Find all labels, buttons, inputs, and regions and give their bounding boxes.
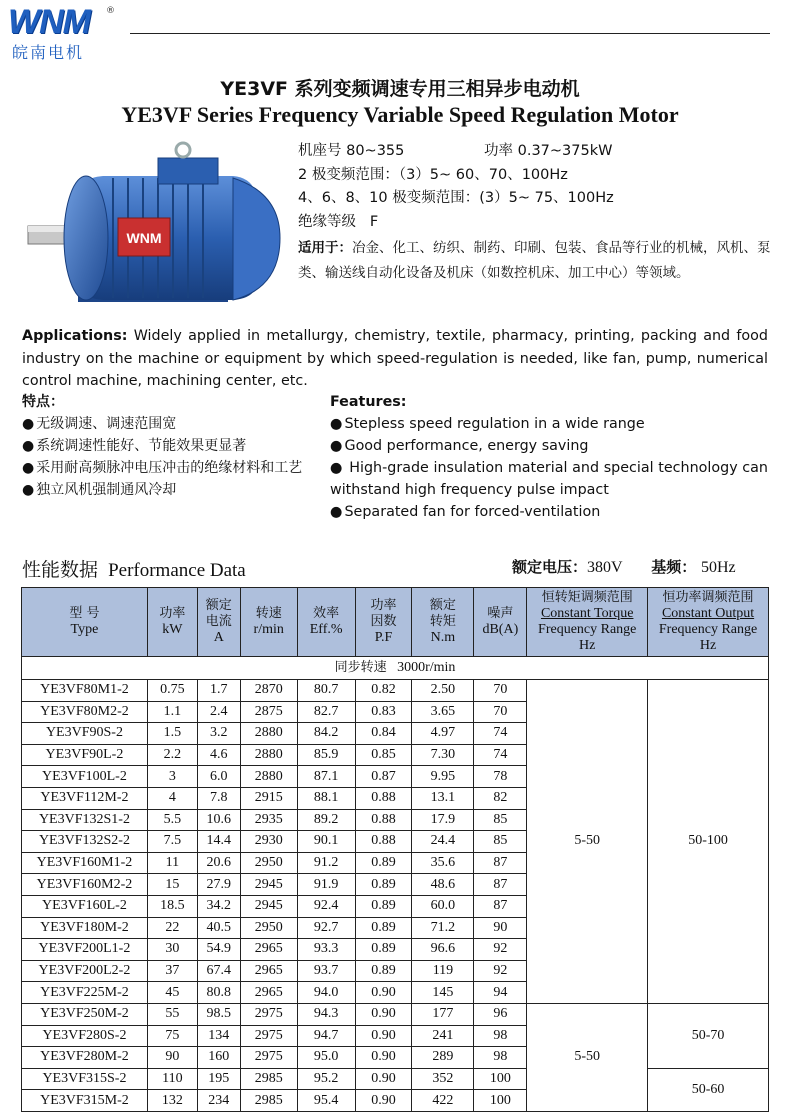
cell-power-factor: 0.88 bbox=[355, 809, 412, 831]
table-row bbox=[22, 680, 769, 702]
cell-noise: 92 bbox=[474, 960, 527, 982]
cell-type: YE3VF112M-2 bbox=[22, 787, 148, 809]
rated-values bbox=[512, 556, 736, 577]
cell-speed: 2880 bbox=[240, 723, 297, 745]
cell-torque: 352 bbox=[412, 1068, 474, 1090]
range-multipole: 4、6、8、10 极变频范围：(3）5~ 75、100Hz bbox=[298, 190, 614, 206]
cell-type: YE3VF315S-2 bbox=[22, 1068, 148, 1090]
cell-current: 2.4 bbox=[197, 701, 240, 723]
cell-efficiency: 94.7 bbox=[297, 1025, 355, 1047]
cell-efficiency: 91.2 bbox=[297, 852, 355, 874]
cell-efficiency: 94.3 bbox=[297, 1003, 355, 1025]
cell-current: 160 bbox=[197, 1047, 240, 1069]
cell-type: YE3VF100L-2 bbox=[22, 766, 148, 788]
col-constant-torque: 恒转矩调频范围 Constant Torque Frequency Range Hz bbox=[527, 588, 648, 657]
cell-current: 3.2 bbox=[197, 723, 240, 745]
cell-current: 14.4 bbox=[197, 831, 240, 853]
cell-current: 98.5 bbox=[197, 1003, 240, 1025]
cell-torque: 13.1 bbox=[412, 787, 474, 809]
cell-power: 55 bbox=[147, 1003, 197, 1025]
cell-power: 75 bbox=[147, 1025, 197, 1047]
feature-en-item: ● Separated fan for forced-ventilation bbox=[330, 501, 768, 523]
cell-noise: 92 bbox=[474, 939, 527, 961]
insulation-value: F bbox=[369, 213, 379, 230]
motor-nameplate-text: WNM bbox=[126, 230, 162, 246]
cell-noise: 90 bbox=[474, 917, 527, 939]
cell-power: 15 bbox=[147, 874, 197, 896]
page-title-en: YE3VF Series Frequency Variable Speed Regulation Motor bbox=[121, 102, 679, 127]
cell-torque: 145 bbox=[412, 982, 474, 1004]
cell-torque: 289 bbox=[412, 1047, 474, 1069]
col-current: 额定 电流 A bbox=[197, 588, 240, 657]
cell-power: 110 bbox=[147, 1068, 197, 1090]
cell-power-factor: 0.89 bbox=[355, 939, 412, 961]
cell-type: YE3VF132S2-2 bbox=[22, 831, 148, 853]
cell-efficiency: 95.2 bbox=[297, 1068, 355, 1090]
cell-type: YE3VF90S-2 bbox=[22, 723, 148, 745]
cell-power-factor: 0.88 bbox=[355, 831, 412, 853]
spec-block bbox=[298, 140, 773, 286]
cell-power: 7.5 bbox=[147, 831, 197, 853]
cell-power: 1.1 bbox=[147, 701, 197, 723]
performance-title-en: Performance Data bbox=[108, 560, 246, 581]
cell-speed: 2930 bbox=[240, 831, 297, 853]
feature-cn-item: ● 无级调速、调速范围宽 bbox=[22, 413, 322, 435]
cell-current: 20.6 bbox=[197, 852, 240, 874]
table-row bbox=[22, 1003, 769, 1025]
cell-efficiency: 91.9 bbox=[297, 874, 355, 896]
cell-speed: 2880 bbox=[240, 766, 297, 788]
cell-type: YE3VF200L1-2 bbox=[22, 939, 148, 961]
cell-noise: 100 bbox=[474, 1090, 527, 1112]
cell-speed: 2985 bbox=[240, 1068, 297, 1090]
cell-noise: 87 bbox=[474, 874, 527, 896]
cell-current: 80.8 bbox=[197, 982, 240, 1004]
cell-speed: 2945 bbox=[240, 874, 297, 896]
col-type: 型 号 Type bbox=[22, 588, 148, 657]
feature-cn-item: ● 采用耐高频脉冲电压冲击的绝缘材料和工艺 bbox=[22, 457, 322, 479]
cell-speed: 2965 bbox=[240, 960, 297, 982]
power-value: 0.37~375kW bbox=[517, 143, 613, 159]
cell-type: YE3VF160M1-2 bbox=[22, 852, 148, 874]
header-rule bbox=[130, 33, 770, 34]
cell-efficiency: 92.4 bbox=[297, 895, 355, 917]
cell-noise: 70 bbox=[474, 680, 527, 702]
cell-power-factor: 0.89 bbox=[355, 852, 412, 874]
cell-current: 27.9 bbox=[197, 874, 240, 896]
cell-noise: 74 bbox=[474, 744, 527, 766]
cell-current: 134 bbox=[197, 1025, 240, 1047]
cell-speed: 2950 bbox=[240, 852, 297, 874]
cell-power: 5.5 bbox=[147, 809, 197, 831]
cell-efficiency: 94.0 bbox=[297, 982, 355, 1004]
cell-power: 18.5 bbox=[147, 895, 197, 917]
cell-efficiency: 90.1 bbox=[297, 831, 355, 853]
cell-speed: 2945 bbox=[240, 895, 297, 917]
cell-speed: 2975 bbox=[240, 1003, 297, 1025]
feature-en-item: ● Stepless speed regulation in a wide range bbox=[330, 413, 768, 435]
cell-current: 1.7 bbox=[197, 680, 240, 702]
power-label: 功率 bbox=[484, 143, 513, 159]
cell-current: 4.6 bbox=[197, 744, 240, 766]
cell-type: YE3VF200L2-2 bbox=[22, 960, 148, 982]
cell-torque: 71.2 bbox=[412, 917, 474, 939]
cell-torque: 422 bbox=[412, 1090, 474, 1112]
brand-logo bbox=[8, 4, 118, 64]
cell-noise: 85 bbox=[474, 809, 527, 831]
cell-power: 132 bbox=[147, 1090, 197, 1112]
cell-noise: 74 bbox=[474, 723, 527, 745]
page-title-cn: YE3VF 系列变频调速专用三相异步电动机 bbox=[220, 78, 580, 100]
cell-torque: 48.6 bbox=[412, 874, 474, 896]
cell-speed: 2965 bbox=[240, 982, 297, 1004]
col-power-factor: 功率 因数 P.F bbox=[355, 588, 412, 657]
cell-efficiency: 88.1 bbox=[297, 787, 355, 809]
apply-text: 冶金、化工、纺织、制药、印刷、包装、食品等行业的机械，风机、泵类、输送线自动化设备及机床（如数控机床、加工中心）等领域。 bbox=[298, 240, 771, 281]
cell-noise: 100 bbox=[474, 1068, 527, 1090]
constant-torque-range: 5-50 bbox=[527, 680, 648, 1004]
cell-torque: 3.65 bbox=[412, 701, 474, 723]
constant-output-range: 50-70 bbox=[648, 1003, 769, 1068]
cell-torque: 9.95 bbox=[412, 766, 474, 788]
col-power: 功率 kW bbox=[147, 588, 197, 657]
cell-power: 2.2 bbox=[147, 744, 197, 766]
cell-type: YE3VF90L-2 bbox=[22, 744, 148, 766]
cell-torque: 96.6 bbox=[412, 939, 474, 961]
cell-power: 11 bbox=[147, 852, 197, 874]
cell-power-factor: 0.89 bbox=[355, 895, 412, 917]
cell-efficiency: 82.7 bbox=[297, 701, 355, 723]
frame-label: 机座号 bbox=[298, 143, 342, 159]
cell-power-factor: 0.90 bbox=[355, 1003, 412, 1025]
cell-type: YE3VF160L-2 bbox=[22, 895, 148, 917]
cell-current: 6.0 bbox=[197, 766, 240, 788]
cell-power-factor: 0.89 bbox=[355, 917, 412, 939]
feature-cn-item: ● 系统调速性能好、节能效果更显著 bbox=[22, 435, 322, 457]
brand-name-cn: 皖南电机 bbox=[12, 43, 85, 62]
cell-power-factor: 0.88 bbox=[355, 787, 412, 809]
cell-torque: 35.6 bbox=[412, 852, 474, 874]
applications-text: Widely applied in metallurgy, chemistry, textile, pharmacy, printing, packing and food industry on the machine or equipment by which speed-regulation is needed, like fan, pump, numerical control machine, machining center, etc. bbox=[22, 328, 769, 389]
cell-torque: 7.30 bbox=[412, 744, 474, 766]
cell-noise: 85 bbox=[474, 831, 527, 853]
cell-power-factor: 0.82 bbox=[355, 680, 412, 702]
cell-power-factor: 0.89 bbox=[355, 874, 412, 896]
insulation-label: 绝缘等级 bbox=[298, 213, 356, 230]
cell-torque: 119 bbox=[412, 960, 474, 982]
cell-efficiency: 92.7 bbox=[297, 917, 355, 939]
cell-power-factor: 0.90 bbox=[355, 982, 412, 1004]
cell-power: 1.5 bbox=[147, 723, 197, 745]
cell-torque: 241 bbox=[412, 1025, 474, 1047]
cell-torque: 17.9 bbox=[412, 809, 474, 831]
cell-speed: 2915 bbox=[240, 787, 297, 809]
cell-efficiency: 95.0 bbox=[297, 1047, 355, 1069]
spec-frame-power bbox=[298, 140, 773, 164]
sync-speed-row bbox=[22, 657, 769, 680]
frame-value: 80~355 bbox=[346, 143, 405, 159]
cell-noise: 96 bbox=[474, 1003, 527, 1025]
apply-label: 适用于： bbox=[298, 240, 352, 256]
cell-type: YE3VF315M-2 bbox=[22, 1090, 148, 1112]
cell-power-factor: 0.87 bbox=[355, 766, 412, 788]
constant-output-range: 50-60 bbox=[648, 1068, 769, 1111]
cell-efficiency: 89.2 bbox=[297, 809, 355, 831]
cell-current: 195 bbox=[197, 1068, 240, 1090]
features-en-heading: Features: bbox=[330, 394, 407, 410]
cell-speed: 2875 bbox=[240, 701, 297, 723]
cell-speed: 2935 bbox=[240, 809, 297, 831]
cell-noise: 87 bbox=[474, 852, 527, 874]
cell-power: 4 bbox=[147, 787, 197, 809]
cell-noise: 87 bbox=[474, 895, 527, 917]
cell-torque: 60.0 bbox=[412, 895, 474, 917]
cell-noise: 98 bbox=[474, 1047, 527, 1069]
cell-current: 40.5 bbox=[197, 917, 240, 939]
cell-current: 67.4 bbox=[197, 960, 240, 982]
voltage-label: 额定电压： bbox=[512, 558, 588, 576]
insulation-class bbox=[298, 211, 773, 235]
cell-power: 90 bbox=[147, 1047, 197, 1069]
cell-efficiency: 85.9 bbox=[297, 744, 355, 766]
col-noise: 噪声 dB(A) bbox=[474, 588, 527, 657]
cell-speed: 2965 bbox=[240, 939, 297, 961]
motor-image bbox=[18, 138, 288, 323]
cell-current: 54.9 bbox=[197, 939, 240, 961]
cell-noise: 94 bbox=[474, 982, 527, 1004]
freq-value: 50Hz bbox=[700, 559, 736, 576]
features-cn-heading: 特点： bbox=[22, 394, 64, 410]
cell-type: YE3VF280M-2 bbox=[22, 1047, 148, 1069]
table-row bbox=[22, 1068, 769, 1090]
applications-label: Applications: bbox=[22, 328, 128, 344]
cell-power-factor: 0.84 bbox=[355, 723, 412, 745]
cell-power-factor: 0.83 bbox=[355, 701, 412, 723]
cell-noise: 98 bbox=[474, 1025, 527, 1047]
cell-speed: 2975 bbox=[240, 1025, 297, 1047]
cell-noise: 82 bbox=[474, 787, 527, 809]
cell-efficiency: 87.1 bbox=[297, 766, 355, 788]
features-en bbox=[330, 391, 768, 523]
cell-power-factor: 0.90 bbox=[355, 1090, 412, 1112]
cell-power-factor: 0.89 bbox=[355, 960, 412, 982]
cell-power-factor: 0.90 bbox=[355, 1025, 412, 1047]
cell-efficiency: 80.7 bbox=[297, 680, 355, 702]
col-torque: 额定 转矩 N.m bbox=[412, 588, 474, 657]
cell-type: YE3VF250M-2 bbox=[22, 1003, 148, 1025]
cell-torque: 177 bbox=[412, 1003, 474, 1025]
cell-current: 234 bbox=[197, 1090, 240, 1112]
cell-current: 34.2 bbox=[197, 895, 240, 917]
cell-torque: 24.4 bbox=[412, 831, 474, 853]
cell-power: 30 bbox=[147, 939, 197, 961]
features-cn bbox=[22, 391, 322, 501]
range-2pole: 2 极变频范围：（3）5~ 60、70、100Hz bbox=[298, 166, 568, 183]
cell-power-factor: 0.90 bbox=[355, 1068, 412, 1090]
cell-power: 0.75 bbox=[147, 680, 197, 702]
constant-output-range: 50-100 bbox=[648, 680, 769, 1004]
cell-speed: 2950 bbox=[240, 917, 297, 939]
cell-efficiency: 84.2 bbox=[297, 723, 355, 745]
performance-title bbox=[22, 555, 246, 582]
cell-type: YE3VF180M-2 bbox=[22, 917, 148, 939]
table-header-row bbox=[22, 588, 769, 657]
apply-text-block bbox=[298, 236, 773, 286]
cell-current: 7.8 bbox=[197, 787, 240, 809]
feature-en-item: ● High-grade insulation material and special technology can withstand high frequency pulse impact bbox=[330, 457, 768, 501]
cell-type: YE3VF80M2-2 bbox=[22, 701, 148, 723]
performance-table bbox=[21, 587, 769, 1112]
col-constant-output: 恒功率调频范围 Constant Output Frequency Range Hz bbox=[648, 588, 769, 657]
cell-speed: 2880 bbox=[240, 744, 297, 766]
cell-power: 3 bbox=[147, 766, 197, 788]
cell-type: YE3VF225M-2 bbox=[22, 982, 148, 1004]
cell-type: YE3VF280S-2 bbox=[22, 1025, 148, 1047]
cell-speed: 2870 bbox=[240, 680, 297, 702]
cell-noise: 78 bbox=[474, 766, 527, 788]
cell-power-factor: 0.85 bbox=[355, 744, 412, 766]
applications-paragraph bbox=[22, 325, 768, 393]
logo-wordmark: WNM bbox=[8, 3, 90, 41]
cell-efficiency: 93.7 bbox=[297, 960, 355, 982]
cell-type: YE3VF80M1-2 bbox=[22, 680, 148, 702]
col-efficiency: 效率 Eff.% bbox=[297, 588, 355, 657]
constant-torque-range: 5-50 bbox=[527, 1003, 648, 1111]
feature-en-item: ● Good performance, energy saving bbox=[330, 435, 768, 457]
cell-noise: 70 bbox=[474, 701, 527, 723]
cell-power: 37 bbox=[147, 960, 197, 982]
cell-efficiency: 95.4 bbox=[297, 1090, 355, 1112]
sync-speed-cell: 同步转速 3000r/min bbox=[22, 657, 769, 680]
registered-mark: ® bbox=[106, 6, 115, 16]
cell-speed: 2975 bbox=[240, 1047, 297, 1069]
cell-power-factor: 0.90 bbox=[355, 1047, 412, 1069]
cell-efficiency: 93.3 bbox=[297, 939, 355, 961]
freq-label: 基频： bbox=[651, 558, 697, 576]
feature-cn-item: ● 独立风机强制通风冷却 bbox=[22, 479, 322, 501]
cell-type: YE3VF160M2-2 bbox=[22, 874, 148, 896]
performance-title-cn: 性能数据 bbox=[22, 559, 99, 581]
col-speed: 转速 r/min bbox=[240, 588, 297, 657]
cell-torque: 2.50 bbox=[412, 680, 474, 702]
cell-power: 22 bbox=[147, 917, 197, 939]
cell-torque: 4.97 bbox=[412, 723, 474, 745]
cell-speed: 2985 bbox=[240, 1090, 297, 1112]
cell-current: 10.6 bbox=[197, 809, 240, 831]
cell-type: YE3VF132S1-2 bbox=[22, 809, 148, 831]
voltage-value: 380V bbox=[587, 559, 623, 576]
cell-power: 45 bbox=[147, 982, 197, 1004]
